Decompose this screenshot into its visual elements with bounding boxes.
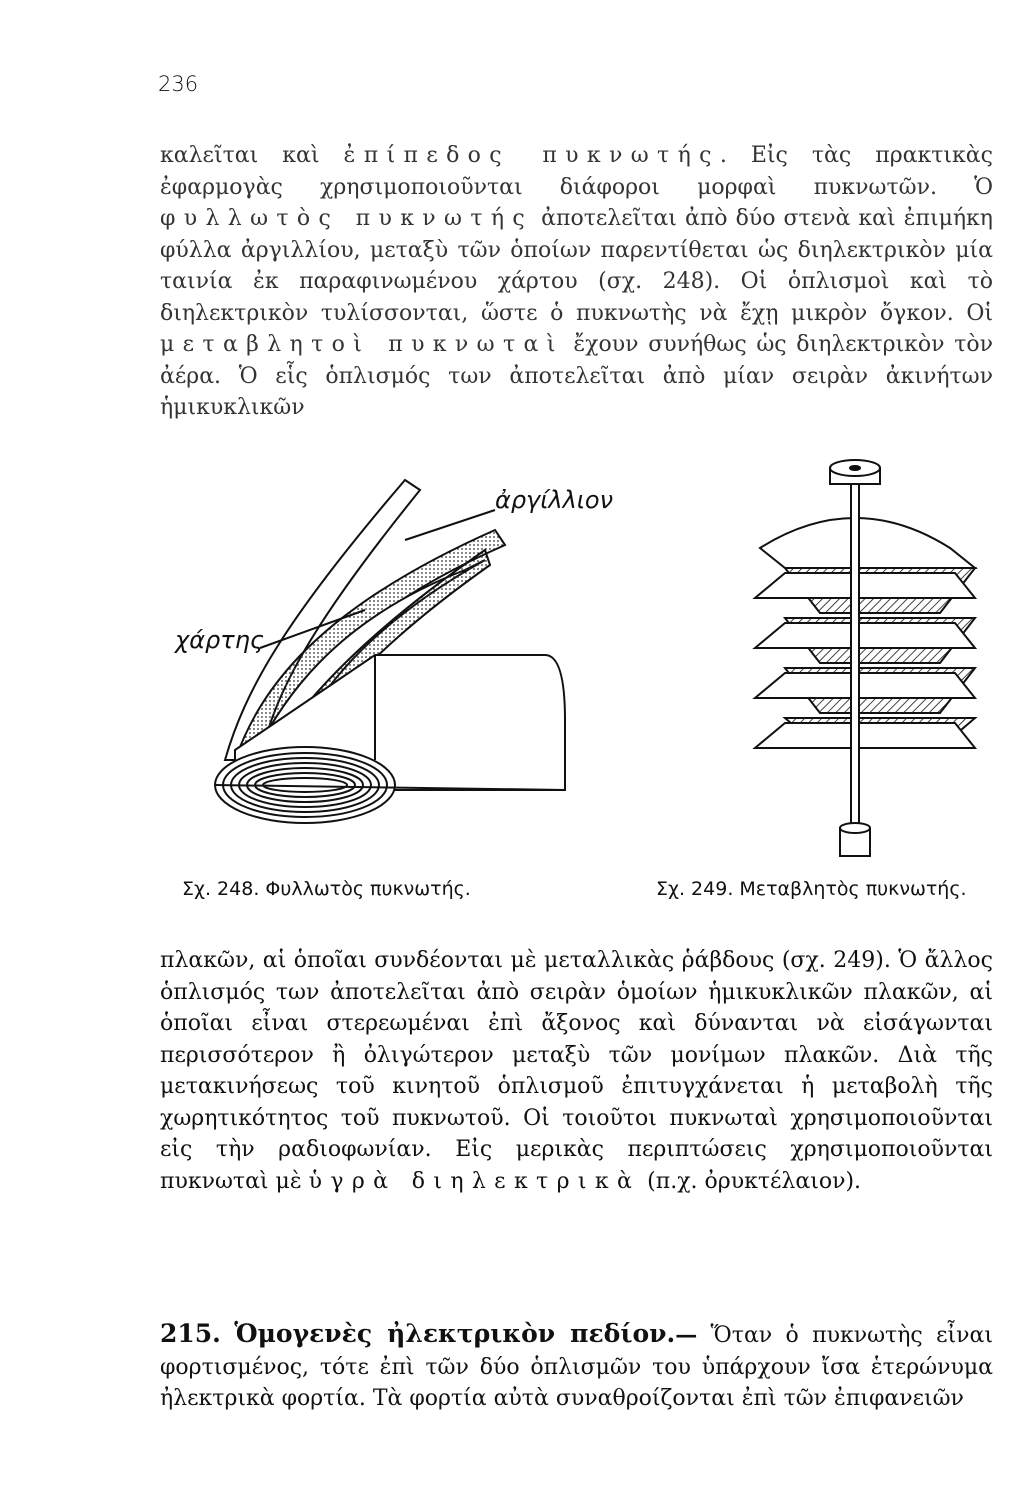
section-number: 215. [160,1319,221,1348]
section-separator: — [675,1322,698,1348]
section-215 [160,1318,993,1415]
text-run: πλακῶν, αἱ ὁποῖαι συνδέονται μὲ μεταλλικὰς ῥάβδους (σχ. 249). Ὁ ἄλλος ὁπλισμός των ἀποτελεῖται ἀπὸ σειρὰν ὁμοίων ἡμικυκλικῶν πλακῶν, αἱ ὁποῖαι εἶναι στερεωμέναι ἐπὶ ἄξονος καὶ δύνανται νὰ εἰσάγωνται περισσότερον ἢ ὀλιγώτερον μεταξὺ τῶν μονίμων πλακῶν. Διὰ τῆς μετακινήσεως τοῦ κινητοῦ ὁπλισμοῦ ἐπιτυγχάνεται ἡ μεταβολὴ τῆς χωρητικότητος τοῦ πυκνωτοῦ. Οἱ τοιοῦτοι πυκνωταὶ χρησιμοποιοῦνται εἰς τὴν ραδιοφωνίαν. Εἰς μερικὰς περιπτώσεις χρησιμοποιοῦνται πυκνωταὶ μὲ [160,948,993,1194]
spaced-term: ἐπίπεδος πυκνωτής [343,143,720,168]
figure-248-rolled-capacitor [165,460,625,860]
text-run: . Εἰς τὰς πρακτικὰς ἐφαρμογὰς χρησιμοποιοῦνται διάφοροι μορφαὶ πυκνωτῶν. Ὁ [160,143,993,200]
caption-figure-249: Σχ. 249. Μεταβλητὸς πυκνωτής. [656,878,967,900]
text-run: (π.χ. ὀρυκτέλαιον). [640,1168,862,1194]
figure-249-variable-capacitor [735,448,1005,868]
spaced-term: μεταβλητοὶ πυκνωταὶ [160,332,564,357]
text-run: ἀποτελεῖται ἀπὸ δύο στενὰ καὶ ἐπιμήκη φύλλα ἀργιλλίου, μεταξὺ τῶν ὁποίων παρεντίθεται ὡς διηλεκτρικὸν μία ταινία ἐκ παραφινωμένου χάρτου (σχ. 248). Οἱ ὁπλισμοὶ καὶ τὸ διηλεκτρικὸν τυλίσσονται, ὥστε ὁ πυκνωτὴς νὰ ἔχῃ μικρὸν ὄγκον. Οἱ [160,206,993,326]
text-run: καλεῖται καὶ [160,143,344,168]
text-run: ἔχουν συνήθως ὡς διηλεκτρικὸν τὸν ἀέρα. Ὁ εἷς ὁπλισμός των ἀποτελεῖται ἀπὸ μίαν σειρὰν ἀκινήτων ἡμικυκλικῶν [160,332,993,420]
section-title: Ὁμογενὲς ἠλεκτρικὸν πεδίον. [234,1319,676,1348]
section-text: Ὅταν ὁ πυκνωτὴς εἶναι φορτισμένος, τότε ἐπὶ τῶν δύο ὁπλισμῶν του ὑπάρχουν ἴσα ἑτερώνυμα ἠλεκτρικὰ φορτία. Τὰ φορτία αὐτὰ συναθροίζονται ἐπὶ τῶν ἐπιφανειῶν [160,1323,993,1411]
spaced-term: φυλλωτὸς πυκνωτής [160,206,534,231]
caption-figure-248: Σχ. 248. Φυλλωτὸς πυκνωτής. [182,878,471,900]
label-foil: ἀργίλλιον [495,486,613,514]
paragraph-intro [160,140,993,424]
page-number: 236 [158,72,199,96]
spaced-term: ὑγρὰ διηλεκτρικὰ [308,1168,641,1194]
paragraph-plates [160,945,993,1197]
label-paper: χάρτης [175,626,265,654]
